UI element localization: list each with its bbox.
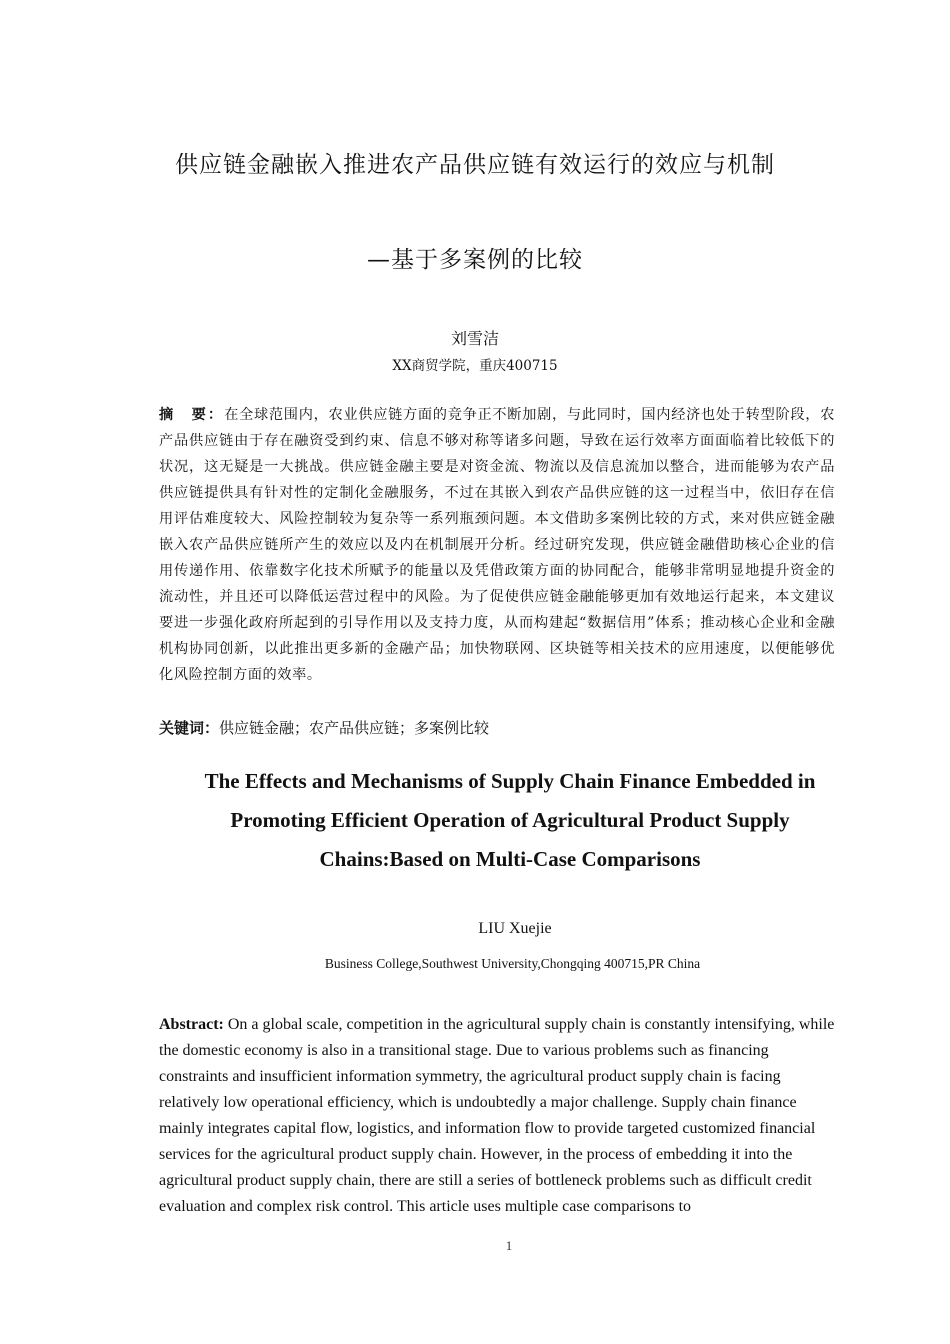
english-abstract	[159, 1012, 839, 1220]
chinese-author: 刘雪洁	[450, 329, 499, 348]
english-affiliation: Business College,Southwest University,Chongqing 400715,PR China	[324, 956, 701, 971]
chinese-abstract-label: 摘 要：	[159, 407, 225, 423]
chinese-abstract-text: 在全球范围内，农业供应链方面的竞争正不断加剧，与此同时，国内经济也处于转型阶段，农产品供应链由于存在融资受到约束、信息不够对称等诸多问题，导致在运行效率方面面临着比较低下的状况，这无疑是一大挑战。供应链金融主要是对资金流、物流以及信息流加以整合，进而能够为农产品供应链提供具有针对性的定制化金融服务，不过在其嵌入到农产品供应链的这一过程当中，依旧存在信用评估难度较大、风险控制较为复杂等一系列瓶颈问题。本文借助多案例比较的方式，来对供应链金融嵌入农产品供应链所产生的效应以及内在机制展开分析。经过研究发现，供应链金融借助核心企业的信用传递作用、依靠数字化技术所赋予的能量以及凭借政策方面的协同配合，能够非常明显地提升资金的流动性，并且还可以降低运营过程中的风险。为了促使供应链金融能够更加有效地运行起来，本文建议要进一步强化政府所起到的引导作用以及支持力度，从而构建起“数据信用”体系；推动核心企业和金融机构协同创新，以此推出更多新的金融产品；加快物联网、区块链等相关技术的应用速度，以便能够优化风险控制方面的效率。	[159, 407, 835, 683]
english-abstract-label: Abstract:	[159, 1016, 224, 1033]
chinese-affiliation: XX商贸学院，重庆400715	[392, 358, 558, 374]
english-title: The Effects and Mechanisms of Supply Chain Finance Embedded in Promoting Efficient Operation of Agricultural Product Supply Chains:Based on Multi-Case Comparisons	[204, 769, 816, 871]
chinese-keywords-label: 关键词：	[159, 719, 220, 737]
english-author: LIU Xuejie	[478, 920, 552, 937]
chinese-title-line1: 供应链金融嵌入推进农产品供应链有效运行的效应与机制	[175, 152, 775, 178]
english-abstract-text: On a global scale, competition in the agricultural supply chain is constantly intensifying, while the domestic economy is also in a transitional stage. Due to various problems such as financing constraints and insufficient information symmetry, the agricultural product supply chain is facing relatively low operational efficiency, which is undoubtedly a major challenge. Supply chain finance mainly integrates capital flow, logistics, and information flow to provide targeted customized financial services for the agricultural product supply chain. However, in the process of embedding it into the agricultural product supply chain, there are still a series of bottleneck problems such as difficult credit evaluation and complex risk control. This article uses multiple case comparisons to	[159, 1016, 835, 1215]
page-number: 1	[505, 1238, 513, 1253]
chinese-keywords	[159, 715, 835, 741]
chinese-abstract	[159, 402, 835, 688]
chinese-keywords-text: 供应链金融；农产品供应链；多案例比较	[219, 719, 490, 737]
chinese-title-line2: —基于多案例的比较	[367, 247, 583, 273]
